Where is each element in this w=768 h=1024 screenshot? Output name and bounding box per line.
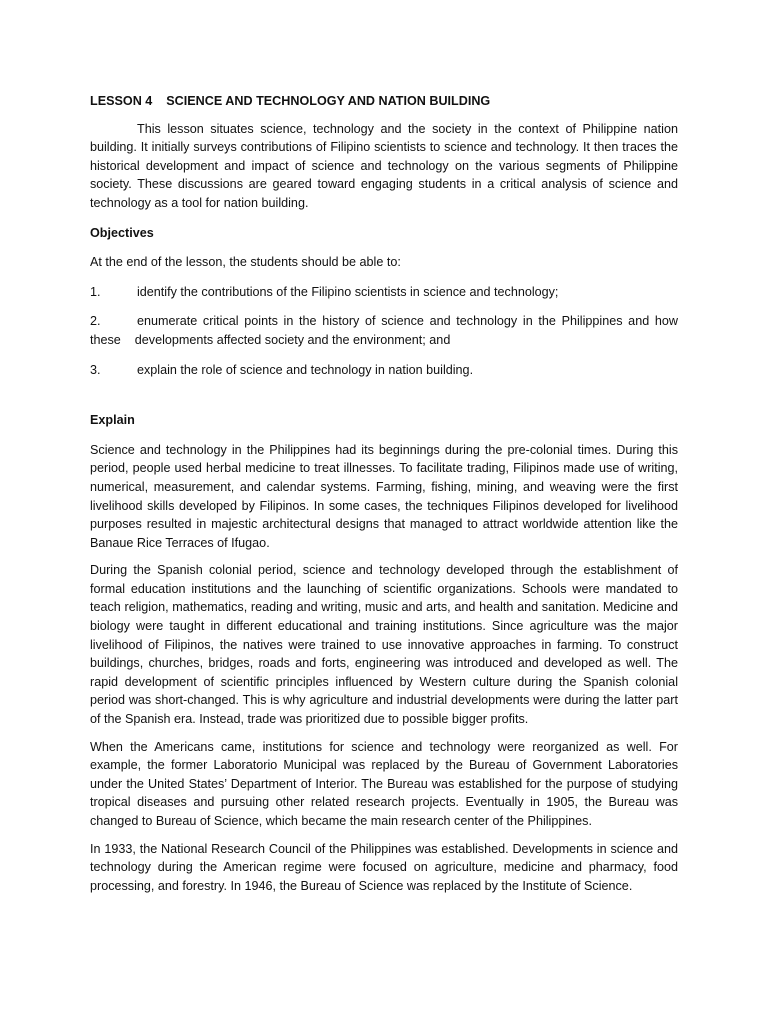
- objectives-lead: At the end of the lesson, the students should be able to:: [90, 255, 401, 270]
- objective-number: 1.: [90, 284, 101, 299]
- explain-heading: Explain: [90, 413, 135, 428]
- document-body: [90, 92, 682, 895]
- intro-paragraph: This lesson situates science, technology and the society in the context of Philippine nation building. It initially surveys contributions of Filipino scientists to science and technology. It then traces the historical development and impact of science and technology on the various segments of Philippine society. These discussions are geared toward engaging students in a critical analysis of science and technology as a tool for nation building.: [90, 121, 678, 210]
- lesson-title: LESSON 4 SCIENCE AND TECHNOLOGY AND NATION BUILDING: [90, 94, 491, 108]
- explain-paragraph: During the Spanish colonial period, science and technology developed through the establishment of formal education institutions and the launching of scientific organizations. Schools were mandated to teach religion, mathematics, reading and writing, music and arts, and health and sanitation. Medicine and biology were taught in different educational and training institutions. Since agriculture was the major livelihood of Filipinos, the natives were trained to use innovative approaches in farming. To construct buildings, churches, bridges, roads and forts, engineering was introduced and developed as well. The rapid development of scientific principles influenced by Western culture during the Spanish colonial period was short-changed. This is why agriculture and industrial developments were during the latter part of the Spanish era. Instead, trade was prioritized due to possible bigger profits.: [90, 563, 678, 727]
- explain-paragraph: When the Americans came, institutions for science and technology were reorganized as well. For example, the former Laboratorio Municipal was replaced by the Bureau of Government Laboratories under the United States’ Department of Interior. The Bureau was established for the purpose of studying tropical diseases and pursuing other related research projects. Eventually in 1905, the Bureau was changed to Bureau of Science, which became the main research center of the Philippines.: [90, 739, 678, 828]
- objective-number: 3.: [90, 362, 101, 377]
- objective-text: identify the contributions of the Filipino scientists in science and technology;: [137, 284, 559, 299]
- explain-paragraph: In 1933, the National Research Council of the Philippines was established. Developments in science and technology during the American regime were focused on agriculture, medicine and pharmacy, food processing, and forestry. In 1946, the Bureau of Science was replaced by the Institute of Science.: [90, 841, 678, 893]
- objective-item: [90, 283, 678, 302]
- explain-paragraph: Science and technology in the Philippines had its beginnings during the pre-colonial times. During this period, people used herbal medicine to treat illnesses. To facilitate trading, Filipinos made use of writing, numerical, measurement, and calendar systems. Farming, fishing, mining, and weaving were the first livelihood skills developed by Filipinos. In some cases, the techniques Filipinos developed for livelihood purposes resulted in majestic architectural designs that managed to attract worldwide attention like the Banaue Rice Terraces of Ifugao.: [90, 442, 678, 550]
- objective-text: enumerate critical points in the history of science and technology in the Philippines and how these developments affected society and the environment; and: [90, 314, 682, 347]
- objective-number: 2.: [90, 314, 101, 329]
- objective-text: explain the role of science and technology in nation building.: [137, 362, 474, 377]
- objective-item: [90, 361, 678, 380]
- objectives-heading: Objectives: [90, 225, 154, 240]
- objective-item: [90, 312, 682, 349]
